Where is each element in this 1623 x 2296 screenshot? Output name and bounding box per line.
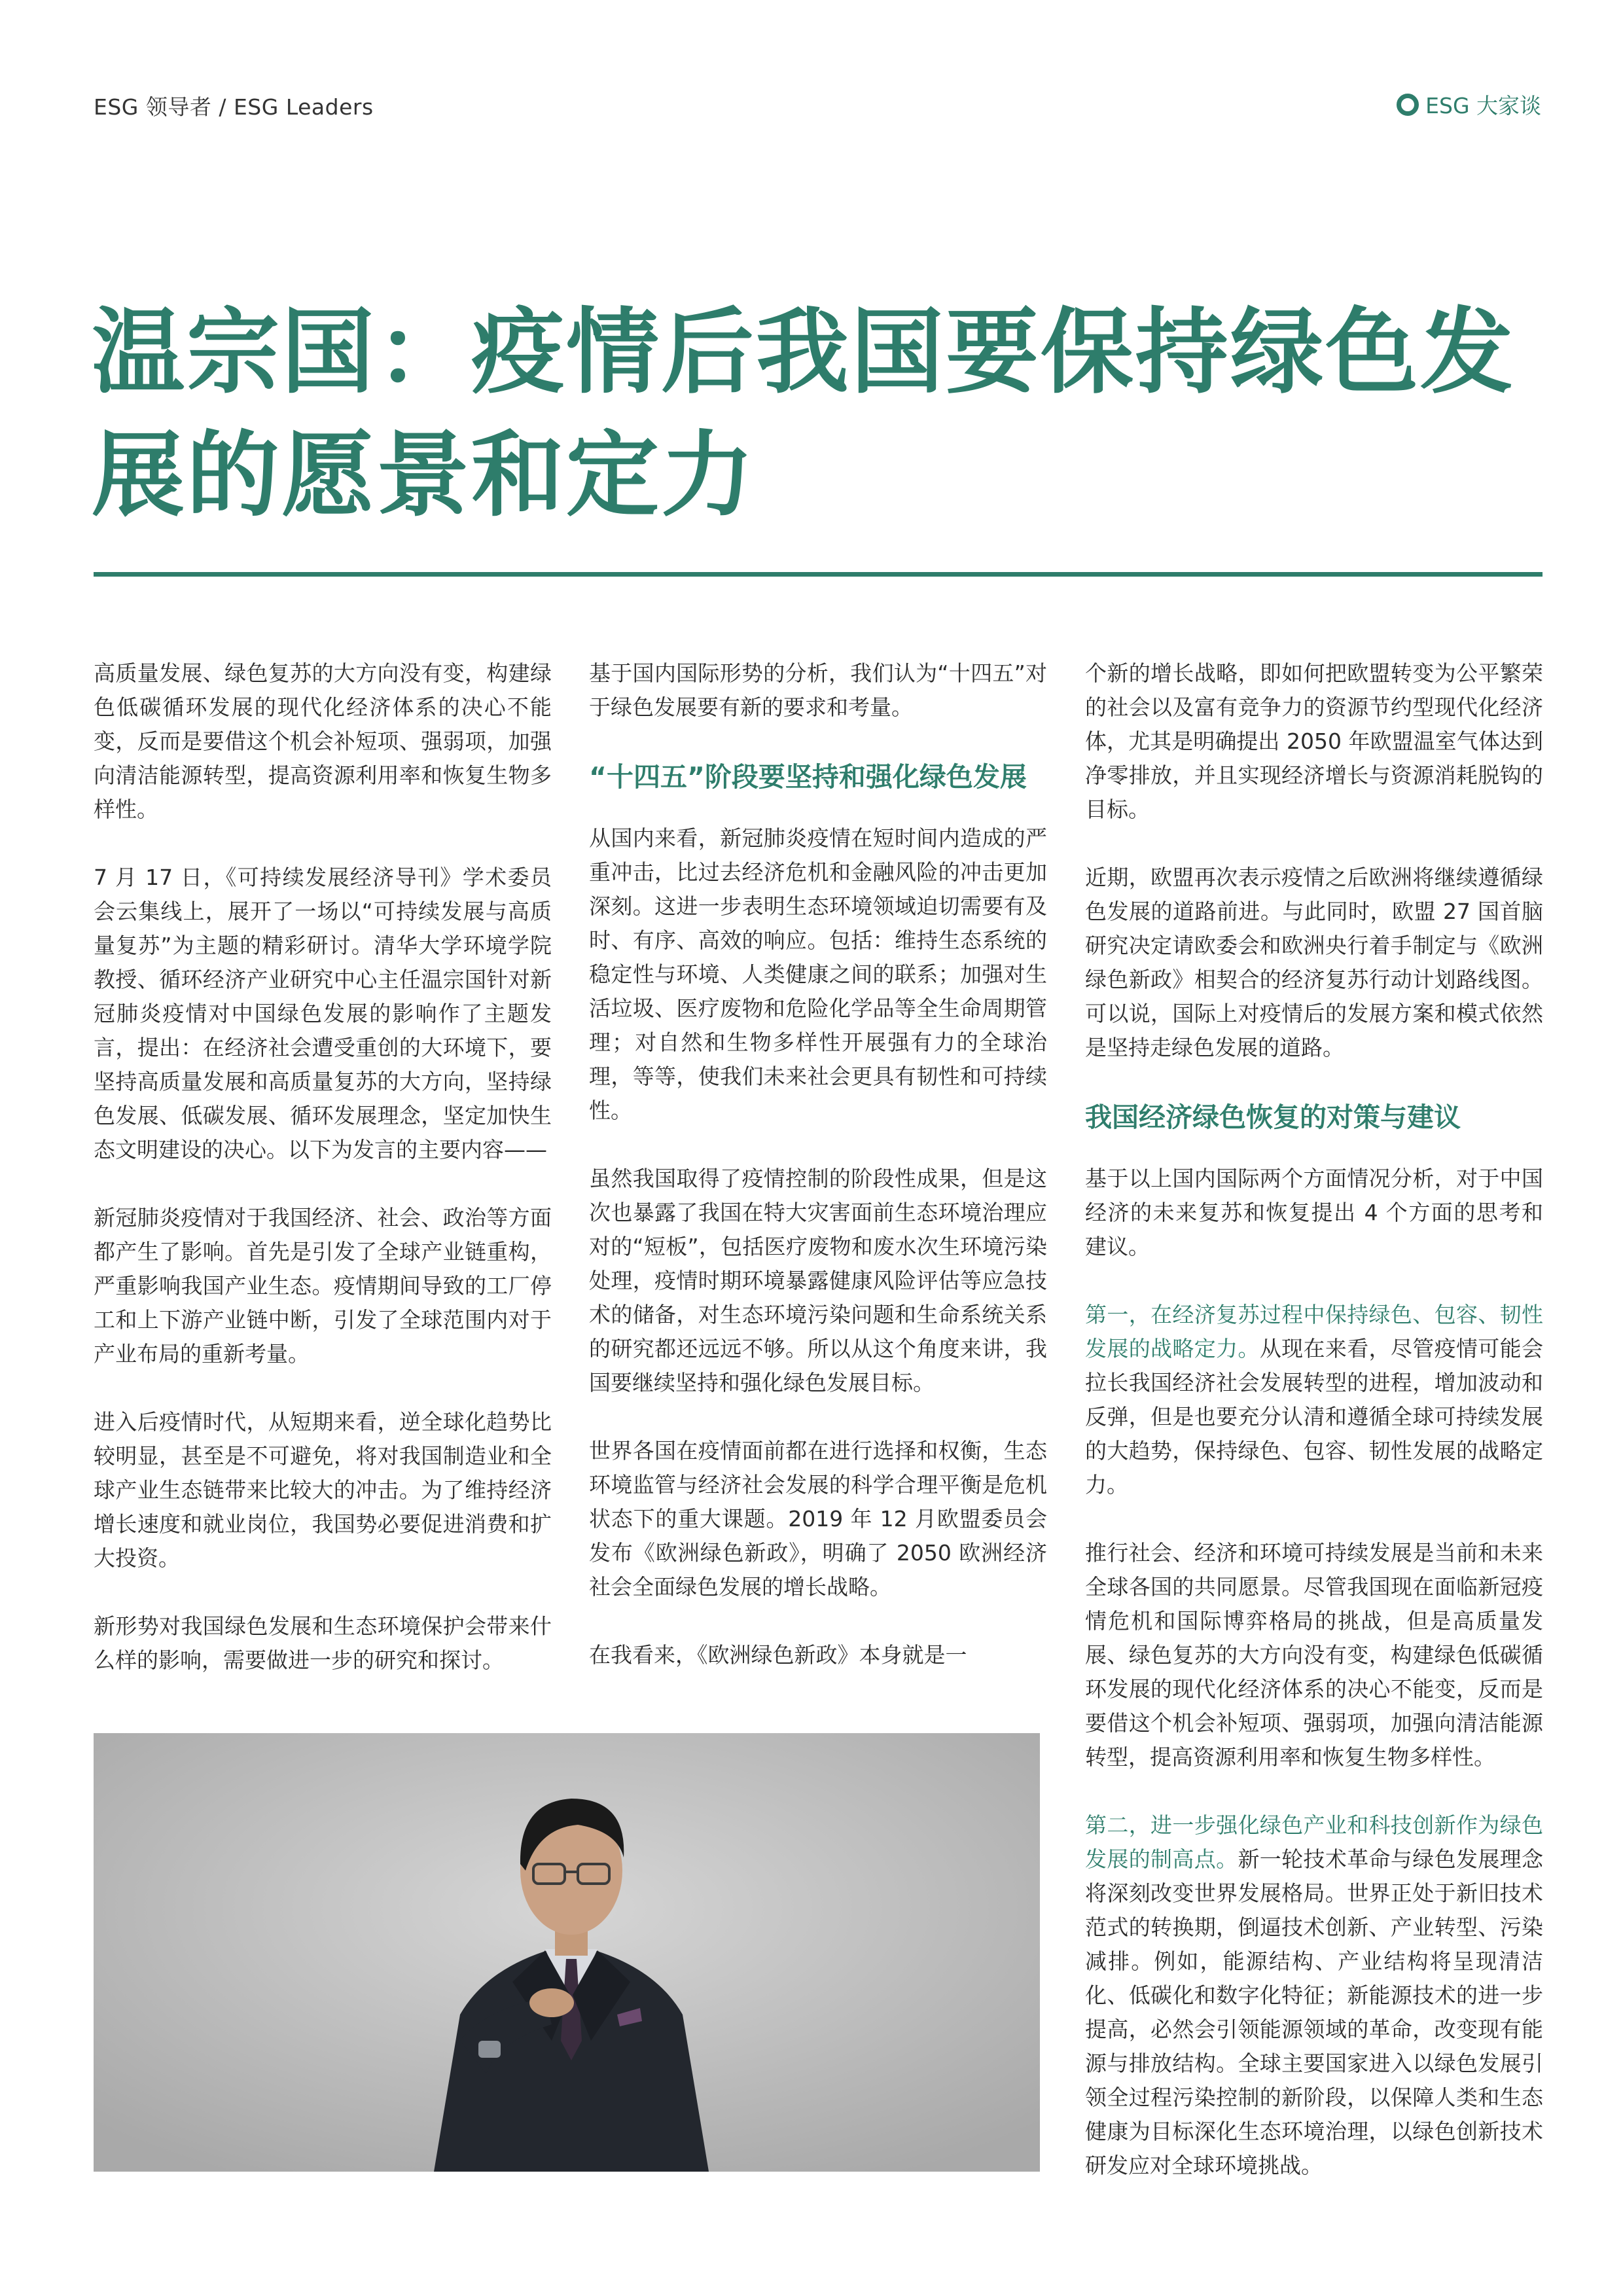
paragraph-body: 新一轮技术革命与绿色发展理念将深刻改变世界发展格局。世界正处于新旧技术范式的转换期，倒逼技术创新、产业转型、污染减排。例如，能源结构、产业结构将呈现清洁化、低碳化和数字化特征；新能源技术的进一步提高，必然会引领能源领域的革命，改变现有能源与排放结构。全球主要国家进入以绿色发展引领全过程污染控制的新阶段，以保障人类和生态健康为目标深化生态环境治理，以绿色创新技术研发应对全球环境挑战。 — [1085, 1846, 1544, 2178]
article-title: 温宗国：疫情后我国要保持绿色发展的愿景和定力 — [92, 298, 1515, 529]
title-divider — [94, 572, 1543, 577]
portrait-photo — [94, 1733, 1040, 2172]
paragraph: 从国内来看，新冠肺炎疫情在短时间内造成的严重冲击，比过去经济危机和金融风险的冲击更加深刻。这进一步表明生态环境领域迫切需要有及时、有序、高效的响应。包括：维持生态系统的稳定性与环境、人类健康之间的联系；加强对生活垃圾、医疗废物和危险化学品等全生命周期管理；对自然和生物多样性开展强有力的全球治理，等等，使我们未来社会更具有韧性和可持续性。 — [589, 825, 1047, 1123]
paragraph: 进入后疫情时代，从短期来看，逆全球化趋势比较明显，甚至是不可避免，将对我国制造业和全球产业生态链带来比较大的冲击。为了维持经济增长速度和就业岗位，我国势必要促进消费和扩大投资。 — [94, 1409, 552, 1571]
ring-icon — [1397, 94, 1419, 116]
text-column-3 — [1085, 656, 1543, 2217]
running-header-column — [1397, 89, 1541, 120]
paragraph: 7 月 17 日，《可持续发展经济导刊》学术委员会云集线上，展开了一场以“可持续发展与高质量复苏”为主题的精彩研讨。清华大学环境学院教授、循环经济产业研究中心主任温宗国针对新冠肺炎疫情对中国绿色发展的影响作了主题发言，提出：在经济社会遭受重创的大环境下，要坚持高质量发展和高质量复苏的大方向，坚持绿色发展、低碳发展、循环发展理念，坚定加快生态文明建设的决心。以下为发言的主要内容—— — [94, 865, 552, 1162]
column-name: ESG 大家谈 — [1425, 93, 1541, 118]
paragraph-body: 从现在来看，尽管疫情可能会拉长我国经济社会发展转型的进程，增加波动和反弹，但是也要充分认清和遵循全球可持续发展的大趋势，保持绿色、包容、韧性发展的战略定力。 — [1085, 1336, 1544, 1498]
paragraph: 世界各国在疫情面前都在进行选择和权衡，生态环境监管与经济社会发展的科学合理平衡是危机状态下的重大课题。2019 年 12 月欧盟委员会发布《欧洲绿色新政》，明确了 2050 欧洲经济社会全面绿色发展的增长战略。 — [589, 1438, 1047, 1600]
text-column-1 — [94, 656, 552, 1712]
highlighted-lead: 第二，进一步强化绿色产业和科技创新作为绿色发展的制高点。 — [1085, 1812, 1543, 1872]
highlighted-lead: 第一，在经济复苏过程中保持绿色、包容、韧性发展的战略定力。 — [1085, 1302, 1543, 1361]
paragraph: 在我看来，《欧洲绿色新政》本身就是一 — [589, 1642, 967, 1668]
paragraph: 个新的增长战略，即如何把欧盟转变为公平繁荣的社会以及富有竞争力的资源节约型现代化经济体，尤其是明确提出 2050 年欧盟温室气体达到净零排放，并且实现经济增长与资源消耗脱钩的目标。 — [1085, 660, 1543, 822]
paragraph: 新形势对我国绿色发展和生态环境保护会带来什么样的影响，需要做进一步的研究和探讨。 — [94, 1613, 552, 1673]
paragraph: 基于以上国内国际两个方面情况分析，对于中国经济的未来复苏和恢复提出 4 个方面的思考和建议。 — [1085, 1166, 1543, 1259]
paragraph: 近期，欧盟再次表示疫情之后欧洲将继续遵循绿色发展的道路前进。与此同时，欧盟 27 国首脑研究决定请欧委会和欧洲央行着手制定与《欧洲绿色新政》相契合的经济复苏行动计划路线图。可以说，国际上对疫情后的发展方案和模式依然是坚持走绿色发展的道路。 — [1085, 865, 1543, 1060]
paragraph: 基于国内国际形势的分析，我们认为“十四五”对于绿色发展要有新的要求和考量。 — [589, 660, 1047, 720]
paragraph: 新冠肺炎疫情对于我国经济、社会、政治等方面都产生了影响。首先是引发了全球产业链重构，严重影响我国产业生态。疫情期间导致的工厂停工和上下游产业链中断，引发了全球范围内对于产业布局的重新考量。 — [94, 1205, 552, 1367]
section-heading: “十四五”阶段要坚持和强化绿色发展 — [589, 761, 1027, 793]
section-heading: 我国经济绿色恢复的对策与建议 — [1085, 1102, 1461, 1133]
portrait-illustration — [94, 1733, 1040, 2172]
paragraph — [1085, 1298, 1543, 1502]
running-header-section: ESG 领导者 / ESG Leaders — [94, 94, 374, 120]
paragraph: 高质量发展、绿色复苏的大方向没有变，构建绿色低碳循环发展的现代化经济体系的决心不能变，反而是要借这个机会补短项、强弱项，加强向清洁能源转型，提高资源利用率和恢复生物多样性。 — [94, 660, 552, 822]
paragraph: 推行社会、经济和环境可持续发展是当前和未来全球各国的共同愿景。尽管我国现在面临新冠疫情危机和国际博弈格局的挑战，但是高质量发展、绿色复苏的大方向没有变，构建绿色低碳循环发展的现代化经济体系的决心不能变，反而是要借这个机会补短项、强弱项，加强向清洁能源转型，提高资源利用率和恢复生物多样性。 — [1085, 1540, 1543, 1770]
text-column-2 — [589, 656, 1047, 1706]
paragraph — [1085, 1808, 1543, 2183]
paragraph: 虽然我国取得了疫情控制的阶段性成果，但是这次也暴露了我国在特大灾害面前生态环境治理应对的“短板”，包括医疗废物和废水次生环境污染处理，疫情时期环境暴露健康风险评估等应急技术的储备，对生态环境污染问题和生命系统关系的研究都还远远不够。所以从这个角度来讲，我国要继续坚持和强化绿色发展目标。 — [589, 1166, 1047, 1395]
